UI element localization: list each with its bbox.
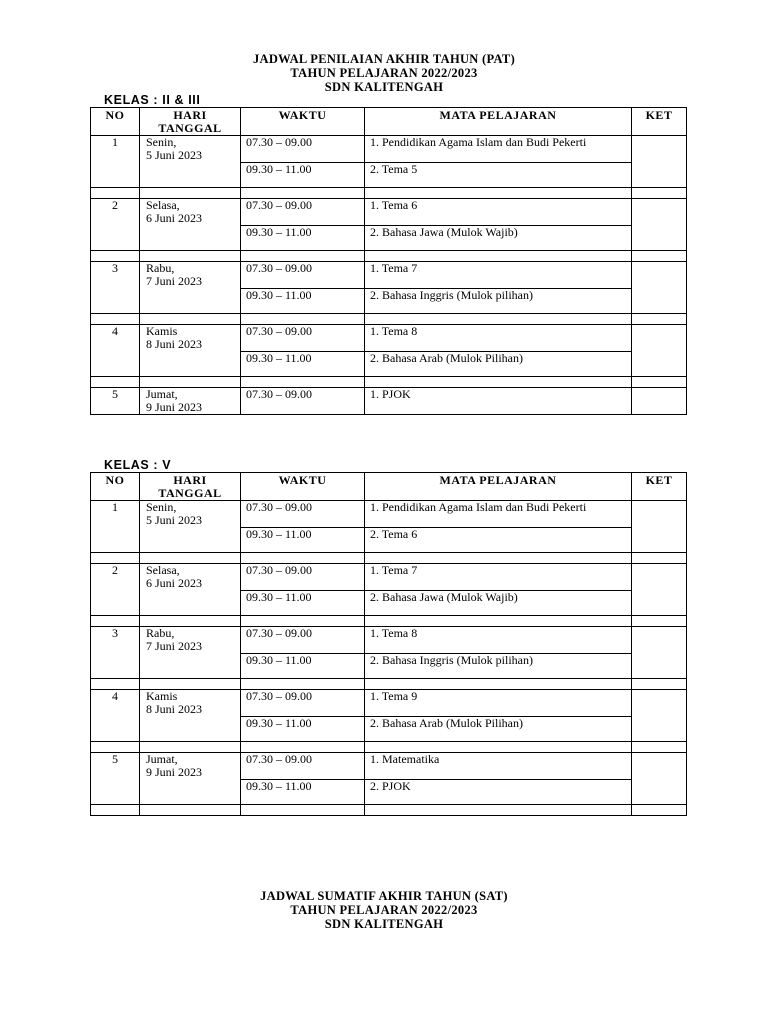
session-subject: 1. Tema 9	[365, 690, 632, 717]
empty-cell	[140, 805, 241, 816]
schedule-table-kelas-5	[90, 472, 687, 816]
table2-kelas-label: KELAS : V	[104, 458, 172, 472]
ket-cell	[632, 627, 687, 679]
empty-cell	[632, 251, 687, 262]
empty-cell	[91, 377, 140, 388]
sat-school: SDN KALITENGAH	[324, 917, 444, 931]
ket-cell	[632, 199, 687, 251]
empty-cell	[91, 251, 140, 262]
day-date: 8 Juni 2023	[146, 337, 203, 351]
ket-cell	[632, 690, 687, 742]
session-subject: 2. Bahasa Jawa (Mulok Wajib)	[365, 226, 632, 251]
table-row	[91, 325, 687, 352]
empty-cell	[91, 805, 140, 816]
empty-cell	[91, 553, 140, 564]
session-time: 07.30 – 09.00	[241, 753, 365, 780]
session-subject: 1. Matematika	[365, 753, 632, 780]
table-row	[91, 627, 687, 654]
day-name: Selasa,	[146, 563, 180, 577]
day-name: Selasa,	[146, 198, 180, 212]
day-number: 1	[91, 501, 140, 553]
empty-cell	[365, 553, 632, 564]
sat-title: JADWAL SUMATIF AKHIR TAHUN (SAT)	[260, 889, 508, 903]
empty-cell	[365, 251, 632, 262]
empty-cell	[632, 616, 687, 627]
session-time: 09.30 – 11.00	[241, 780, 365, 805]
empty-cell	[91, 188, 140, 199]
session-subject: 1. Tema 7	[365, 564, 632, 591]
header-hari: HARI	[173, 473, 207, 487]
empty-cell	[241, 188, 365, 199]
ket-cell	[632, 564, 687, 616]
day-date: 8 Juni 2023	[146, 702, 203, 716]
empty-cell	[140, 679, 241, 690]
session-time: 07.30 – 09.00	[241, 325, 365, 352]
session-time: 07.30 – 09.00	[241, 199, 365, 226]
session-time: 09.30 – 11.00	[241, 226, 365, 251]
session-subject: 1. Pendidikan Agama Islam dan Budi Pekerti	[365, 136, 632, 163]
table-row	[91, 262, 687, 289]
session-time: 09.30 – 11.00	[241, 717, 365, 742]
day-name: Kamis	[146, 324, 178, 338]
empty-cell	[632, 553, 687, 564]
empty-cell	[241, 805, 365, 816]
table-row	[91, 690, 687, 717]
session-subject: 2. Bahasa Inggris (Mulok pilihan)	[365, 289, 632, 314]
header-hari: HARI	[173, 108, 207, 122]
ket-cell	[632, 388, 687, 415]
empty-cell	[241, 377, 365, 388]
session-subject: 2. Bahasa Arab (Mulok Pilihan)	[365, 717, 632, 742]
empty-cell	[365, 314, 632, 325]
session-subject: 1. Tema 8	[365, 325, 632, 352]
header-waktu: WAKTU	[241, 473, 365, 501]
header-row	[91, 108, 687, 136]
empty-cell	[91, 742, 140, 753]
empty-cell	[365, 616, 632, 627]
sat-year: TAHUN PELAJARAN 2022/2023	[290, 903, 478, 917]
header-no: NO	[91, 473, 140, 501]
ket-cell	[632, 753, 687, 805]
session-subject: 2. PJOK	[365, 780, 632, 805]
session-time: 07.30 – 09.00	[241, 501, 365, 528]
empty-cell	[140, 553, 241, 564]
spacer-row	[91, 314, 687, 325]
ket-cell	[632, 325, 687, 377]
day-date: 7 Juni 2023	[146, 274, 203, 288]
spacer-row	[91, 188, 687, 199]
header-ket: KET	[632, 473, 687, 501]
schedule-table-kelas-2-3	[90, 107, 687, 415]
spacer-row	[91, 251, 687, 262]
day-number: 5	[91, 388, 140, 415]
session-subject: 1. Pendidikan Agama Islam dan Budi Pekerti	[365, 501, 632, 528]
empty-cell	[632, 742, 687, 753]
session-time: 07.30 – 09.00	[241, 136, 365, 163]
day-date-cell	[140, 136, 241, 188]
day-date: 6 Juni 2023	[146, 211, 203, 225]
empty-cell	[241, 553, 365, 564]
table-row	[91, 753, 687, 780]
empty-cell	[632, 377, 687, 388]
day-date-cell	[140, 325, 241, 377]
header-mata-pelajaran: MATA PELAJARAN	[365, 473, 632, 501]
empty-cell	[140, 251, 241, 262]
day-number: 2	[91, 199, 140, 251]
day-date-cell	[140, 199, 241, 251]
header-mata-pelajaran: MATA PELAJARAN	[365, 108, 632, 136]
session-subject: 1. Tema 7	[365, 262, 632, 289]
header-waktu: WAKTU	[241, 108, 365, 136]
table-row	[91, 501, 687, 528]
session-subject: 2. Bahasa Jawa (Mulok Wajib)	[365, 591, 632, 616]
sat-title-block	[0, 889, 768, 931]
spacer-row	[91, 616, 687, 627]
day-date: 9 Juni 2023	[146, 400, 203, 414]
empty-cell	[241, 742, 365, 753]
session-time: 07.30 – 09.00	[241, 690, 365, 717]
empty-cell	[241, 314, 365, 325]
session-subject: 2. Tema 5	[365, 163, 632, 188]
day-date: 7 Juni 2023	[146, 639, 203, 653]
day-date-cell	[140, 627, 241, 679]
day-number: 3	[91, 262, 140, 314]
session-subject: 1. Tema 8	[365, 627, 632, 654]
empty-cell	[241, 251, 365, 262]
ket-cell	[632, 262, 687, 314]
day-number: 1	[91, 136, 140, 188]
spacer-row	[91, 679, 687, 690]
empty-cell	[365, 377, 632, 388]
day-name: Jumat,	[146, 387, 178, 401]
header-hari-tanggal	[140, 473, 241, 501]
table-row	[91, 136, 687, 163]
day-date-cell	[140, 564, 241, 616]
session-time: 09.30 – 11.00	[241, 352, 365, 377]
session-time: 09.30 – 11.00	[241, 289, 365, 314]
empty-cell	[241, 679, 365, 690]
ket-cell	[632, 136, 687, 188]
spacer-row	[91, 553, 687, 564]
spacer-row	[91, 377, 687, 388]
day-date-cell	[140, 501, 241, 553]
pat-title-block	[0, 52, 768, 94]
table-row	[91, 199, 687, 226]
day-date-cell	[140, 262, 241, 314]
session-time: 07.30 – 09.00	[241, 627, 365, 654]
header-tanggal: TANGGAL	[158, 121, 222, 135]
spacer-row	[91, 742, 687, 753]
day-name: Rabu,	[146, 626, 175, 640]
day-name: Jumat,	[146, 752, 178, 766]
day-name: Rabu,	[146, 261, 175, 275]
pat-school: SDN KALITENGAH	[324, 80, 444, 94]
session-time: 09.30 – 11.00	[241, 591, 365, 616]
header-row	[91, 473, 687, 501]
session-subject: 1. Tema 6	[365, 199, 632, 226]
ket-cell	[632, 501, 687, 553]
empty-cell	[365, 679, 632, 690]
header-tanggal: TANGGAL	[158, 486, 222, 500]
session-time: 07.30 – 09.00	[241, 262, 365, 289]
header-hari-tanggal	[140, 108, 241, 136]
day-number: 4	[91, 325, 140, 377]
empty-cell	[140, 742, 241, 753]
empty-cell	[140, 314, 241, 325]
day-number: 4	[91, 690, 140, 742]
session-time: 09.30 – 11.00	[241, 528, 365, 553]
empty-cell	[365, 188, 632, 199]
session-time: 07.30 – 09.00	[241, 564, 365, 591]
day-name: Senin,	[146, 500, 177, 514]
empty-cell	[91, 616, 140, 627]
empty-cell	[632, 314, 687, 325]
empty-cell	[632, 679, 687, 690]
session-time: 09.30 – 11.00	[241, 163, 365, 188]
day-date: 5 Juni 2023	[146, 513, 203, 527]
session-time: 07.30 – 09.00	[241, 388, 365, 415]
empty-cell	[241, 616, 365, 627]
empty-cell	[365, 805, 632, 816]
day-date: 6 Juni 2023	[146, 576, 203, 590]
empty-cell	[91, 314, 140, 325]
day-date: 5 Juni 2023	[146, 148, 203, 162]
table-row	[91, 564, 687, 591]
empty-cell	[140, 616, 241, 627]
table1-kelas-label: KELAS : II & III	[104, 93, 201, 107]
session-subject: 2. Bahasa Arab (Mulok Pilihan)	[365, 352, 632, 377]
empty-cell	[91, 679, 140, 690]
empty-cell	[632, 188, 687, 199]
empty-cell	[632, 805, 687, 816]
day-date-cell	[140, 690, 241, 742]
header-no: NO	[91, 108, 140, 136]
day-number: 3	[91, 627, 140, 679]
day-number: 2	[91, 564, 140, 616]
day-date-cell	[140, 388, 241, 415]
session-time: 09.30 – 11.00	[241, 654, 365, 679]
empty-cell	[140, 377, 241, 388]
table-row	[91, 388, 687, 415]
day-number: 5	[91, 753, 140, 805]
empty-cell	[365, 742, 632, 753]
day-name: Senin,	[146, 135, 177, 149]
session-subject: 2. Bahasa Inggris (Mulok pilihan)	[365, 654, 632, 679]
day-date-cell	[140, 753, 241, 805]
empty-cell	[140, 188, 241, 199]
header-ket: KET	[632, 108, 687, 136]
session-subject: 1. PJOK	[365, 388, 632, 415]
day-name: Kamis	[146, 689, 178, 703]
day-date: 9 Juni 2023	[146, 765, 203, 779]
pat-title: JADWAL PENILAIAN AKHIR TAHUN (PAT)	[252, 52, 516, 66]
pat-year: TAHUN PELAJARAN 2022/2023	[290, 66, 478, 80]
spacer-row	[91, 805, 687, 816]
session-subject: 2. Tema 6	[365, 528, 632, 553]
